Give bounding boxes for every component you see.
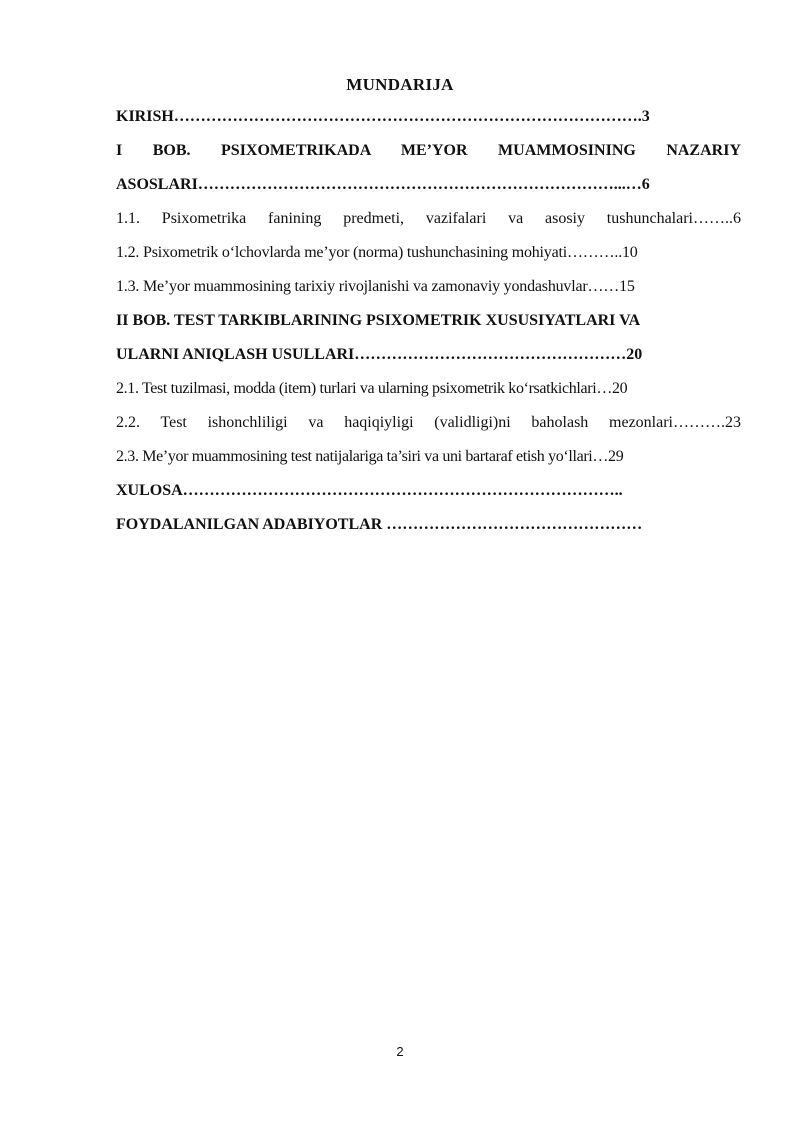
toc-entry-chapter-1-title: I BOB. PSIXOMETRIKADA ME’YOR MUAMMOSINING NAZARIY: [116, 142, 741, 159]
toc-entry-1-2: 1.2. Psixometrik o‘lchovlarda me’yor (norma) tushunchasining mohiyati………..10: [116, 244, 638, 261]
toc-entry-kirish: KIRISH…………………………………………………………………………….3: [116, 108, 650, 125]
toc-entry-adabiyotlar: FOYDALANILGAN ADABIYOTLAR …………………………………………: [116, 516, 643, 533]
toc-entry-1-3: 1.3. Me’yor muammosining tarixiy rivojlanishi va zamonaviy yondashuvlar……15: [116, 278, 635, 295]
toc-entry-xulosa: XULOSA………………………………………………………………………..: [116, 482, 623, 499]
toc-entry-2-3: 2.3. Me’yor muammosining test natijalariga ta’siri va uni bartaraf etish yo‘llari…29: [116, 448, 624, 465]
toc-entry-chapter-1-title-cont: ASOSLARI……………………………………………………………………...…6: [116, 176, 650, 193]
table-of-contents: [116, 106, 741, 548]
toc-entry-2-1: 2.1. Test tuzilmasi, modda (item) turlari va ularning psixometrik ko‘rsatkichlari…20: [116, 380, 628, 397]
toc-entry-chapter-2-title: II BOB. TEST TARKIBLARINING PSIXOMETRIK XUSUSIYATLARI VA: [116, 312, 641, 329]
page-number: 2: [396, 1044, 404, 1059]
toc-entry-1-1: 1.1. Psixometrika fanining predmeti, vazifalari va asosiy tushunchalari……..6: [116, 210, 741, 227]
toc-entry-chapter-2-title-cont: ULARNI ANIQLASH USULLARI……………………………………………20: [116, 346, 643, 363]
toc-entry-2-2: 2.2. Test ishonchliligi va haqiqiyligi (validligi)ni baholash mezonlari……….23: [116, 414, 741, 431]
page-title: MUNDARIJA: [346, 75, 454, 94]
